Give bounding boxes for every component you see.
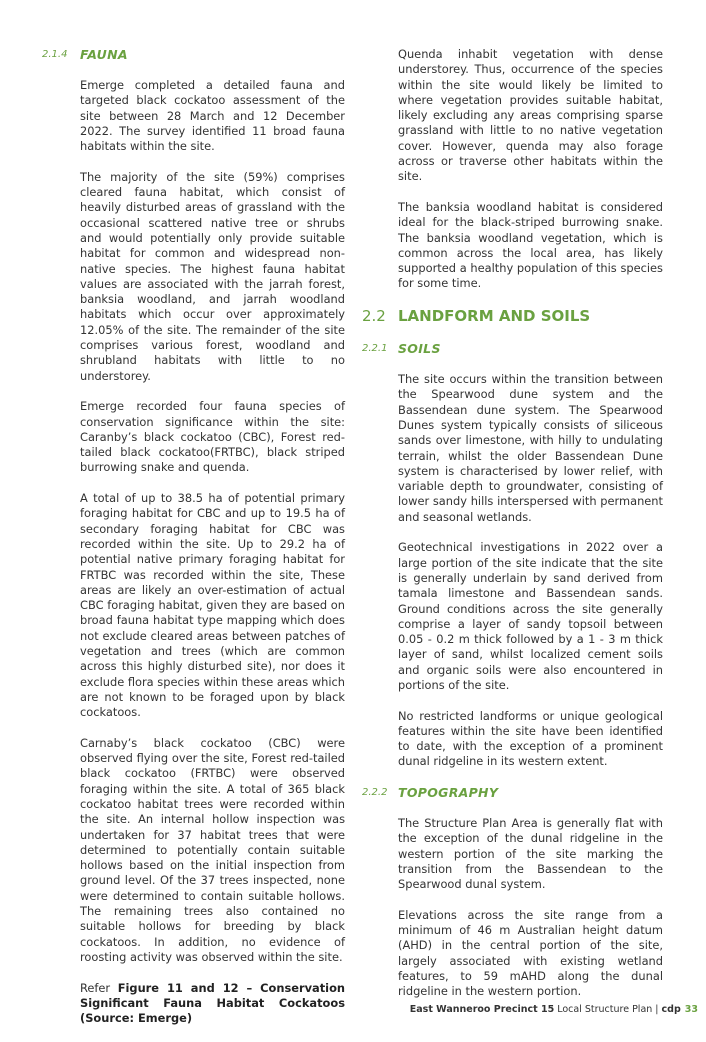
topography-paragraph-1: The Structure Plan Area is generally flat with the exception of the dunal ridgeline in the western portion of the site marking the transition from the Bassendean to the Spearwood dunal system.: [398, 816, 663, 892]
soils-paragraph-1: The site occurs within the transition between the Spearwood dune system and the Bassendean dune system. The Spearwood Dunes system typically consists of siliceous sands over limestone, with hilly to undulating terrain, whilst the older Bassendean Dune system is characterised by lower relief, with variable depth to groundwater, consisting of lower sandy hills interspersed with permanent and seasonal wetlands.: [398, 372, 663, 524]
subsection-title: TOPOGRAPHY: [398, 785, 499, 801]
figure-reference-link: Figure 11 and 12 – Conservation Significant Fauna Habitat Cockatoos (Source: Emerge): [80, 980, 345, 1026]
right-column: [362, 47, 663, 1015]
section-title: FAUNA: [80, 47, 128, 62]
landform-soils-heading: [362, 307, 663, 335]
fauna-paragraph-2: The majority of the site (59%) comprises cleared fauna habitat, which consist of heavily disturbed areas of grassland with the occasional scattered native tree or shrubs and would potentially only provide suitable habitat for common and widespread non-native species. The highest fauna habitat values are associated with the jarrah forest, banksia woodland, and jarrah woodland habitats which occur over approximately 12.05% of the site. The remainder of the site comprises various forest, woodland and shrubland habitats with little to no understorey.: [80, 169, 345, 383]
page-number: 33: [684, 1004, 698, 1015]
fauna-paragraph-5: Carnaby’s black cockatoo (CBC) were observed flying over the site, Forest red-tailed black cockatoo (FRTBC) were observed foraging within the site. A total of 365 black cockatoo habitat trees were recorded within the site. An internal hollow inspection was undertaken for 37 habitat trees that were determined to potentially contain suitable hollows based on the initial inspection from ground level. Of the 37 trees inspected, none were determined to contain suitable hollows. The remaining trees also contained no suitable hollows for breeding by black cockatoos. In addition, no evidence of roosting activity was observed within the site.: [80, 735, 345, 964]
soils-paragraph-2: Geotechnical investigations in 2022 over a large portion of the site indicate that the site is generally underlain by sand derived from tamala limestone and Bassendean sands. Ground conditions across the site generally comprise a layer of sandy topsoil between 0.05 - 0.2 m thick followed by a 1 - 3 m thick layer of sand, whilst localized cement soils and organic soils were also encountered in portions of the site.: [398, 540, 663, 692]
fauna-paragraph-3: Emerge recorded four fauna species of conservation significance within the site: Caranby’s black cockatoo (CBC), Forest red-tailed black cockatoo(FRTBC), black striped burrowing snake and quenda.: [80, 399, 345, 475]
fauna-paragraph-1: Emerge completed a detailed fauna and targeted black cockatoo assessment of the site between 28 March and 12 December 2022. The survey identified 11 broad fauna habitats within the site.: [80, 78, 345, 154]
topography-paragraph-2: Elevations across the site range from a minimum of 46 m Australian height datum (AHD) in the central portion of the site, largely associated with existing wetland features, to 59 mAHD along the dunal ridgeline in the western portion.: [398, 907, 663, 999]
section-number: 2.1.4: [42, 49, 68, 60]
topography-heading: [362, 785, 663, 807]
subsection-number: 2.2.1: [362, 343, 388, 355]
footer-document-title: East Wanneroo Precinct 15: [409, 1004, 555, 1015]
soils-paragraph-3: No restricted landforms or unique geological features within the site have been identified to date, with the exception of a prominent dunal ridgeline in its western extent.: [398, 708, 663, 769]
left-column: [42, 47, 345, 1042]
subsection-number: 2.2.2: [362, 787, 388, 799]
figure-reference: [80, 981, 345, 1027]
figure-reference-prefix: Refer: [80, 980, 118, 995]
fauna-paragraph-4: A total of up to 38.5 ha of potential primary foraging habitat for CBC and up to 19.5 ha of secondary foraging habitat for CBC was recorded within the site. Up to 29.2 ha of potential native primary foraging habitat for FRTBC was recorded within the site, These areas are likely an over-estimation of actual CBC foraging habitat, given they are based on broad fauna habitat type mapping which does not exclude cleared areas between patches of vegetation and trees (which are common across this highly disturbed site), nor does it exclude flora species within these areas which are not known to be foraged upon by black cockatoos.: [80, 491, 346, 720]
footer-org: cdp: [661, 1004, 681, 1015]
banksia-paragraph: The banksia woodland habitat is considered ideal for the black-striped burrowing snake. The banksia woodland vegetation, which is common across the local area, has likely supported a healthy population of this species for some time.: [398, 199, 663, 291]
quenda-paragraph: Quenda inhabit vegetation with dense understorey. Thus, occurrence of the species within the site would likely be limited to where vegetation provides suitable habitat, likely excluding any areas comprising sparse grassland with little to no native vegetation cover. However, quenda may also forage across or traverse other habitats within the site.: [398, 47, 663, 184]
section-title: LANDFORM AND SOILS: [398, 307, 591, 326]
section-number: 2.2: [362, 307, 386, 326]
page-footer: [410, 1004, 698, 1015]
fauna-heading: [42, 47, 345, 69]
subsection-title: SOILS: [398, 341, 441, 357]
footer-document-subtitle: Local Structure Plan |: [554, 1004, 662, 1015]
soils-heading: [362, 341, 663, 363]
